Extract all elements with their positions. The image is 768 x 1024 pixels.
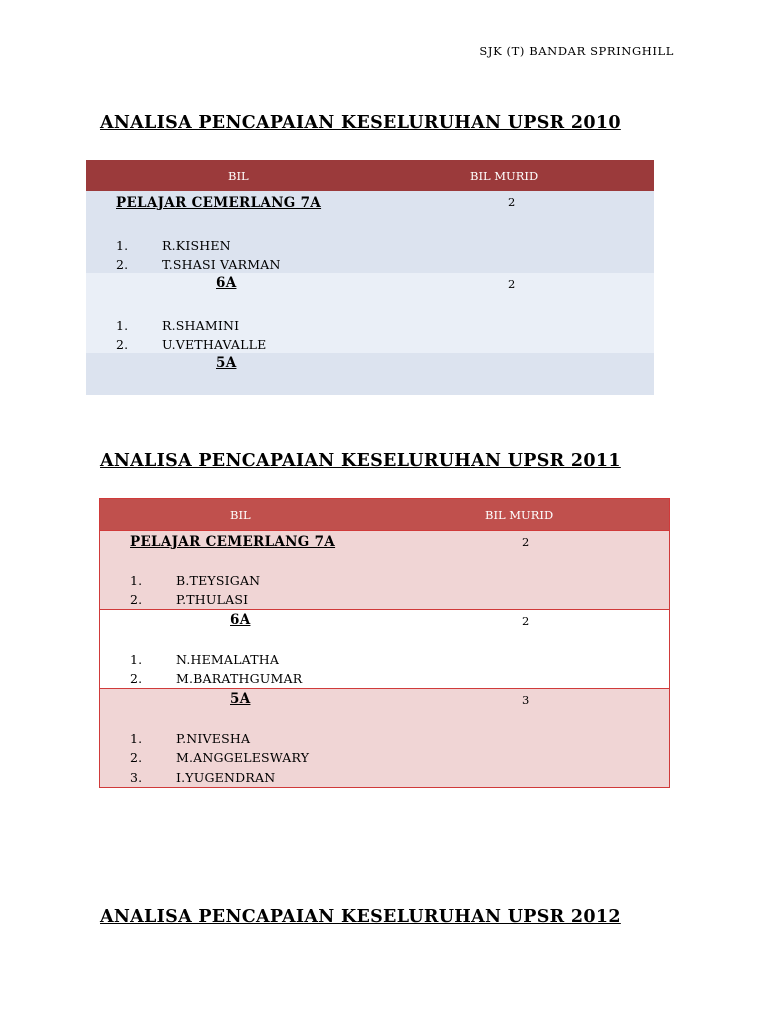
- category-label: 6A: [216, 275, 237, 291]
- header-bil-murid: BIL MURID: [470, 169, 539, 183]
- table-row: 6A 2 1. R.SHAMINI 2. U.VETHAVALLE: [86, 273, 654, 353]
- category-label: PELAJAR CEMERLANG 7A: [130, 534, 336, 550]
- category-label: 5A: [230, 691, 251, 707]
- title-2010: ANALISA PENCAPAIAN KESELURUHAN UPSR 2010: [100, 113, 621, 133]
- category-label: 6A: [230, 612, 251, 628]
- student-count: 2: [522, 614, 530, 628]
- category-label: PELAJAR CEMERLANG 7A: [116, 195, 322, 211]
- student-count: 2: [508, 277, 516, 291]
- table-row: PELAJAR CEMERLANG 7A 2 1. R.KISHEN 2. T.SHASI VARMAN: [86, 191, 654, 273]
- header-bil: BIL: [230, 508, 251, 522]
- school-name: SJK (T) BANDAR SPRINGHILL: [479, 44, 674, 58]
- header-bil-murid: BIL MURID: [485, 508, 554, 522]
- category-label: 5A: [216, 355, 237, 371]
- table-row: 5A 3 1. P.NIVESHA 2. M.ANGGELESWARY 3. I.YUGENDRAN: [100, 688, 669, 787]
- table-2011: [99, 498, 670, 788]
- title-2012: ANALISA PENCAPAIAN KESELURUHAN UPSR 2012: [100, 907, 621, 927]
- student-count: 3: [522, 693, 530, 707]
- student-count: 2: [522, 535, 530, 549]
- table-2010: [86, 160, 654, 395]
- table-row: PELAJAR CEMERLANG 7A 2 1. B.TEYSIGAN 2. P.THULASI: [100, 531, 669, 609]
- table-row: [86, 353, 654, 395]
- header-bil: BIL: [228, 169, 249, 183]
- table-row: 6A 2 1. N.HEMALATHA 2. M.BARATHGUMAR: [100, 609, 669, 688]
- student-count: 2: [508, 195, 516, 209]
- table-header: [86, 160, 654, 191]
- table-header: [100, 499, 669, 531]
- title-2011: ANALISA PENCAPAIAN KESELURUHAN UPSR 2011: [100, 451, 621, 471]
